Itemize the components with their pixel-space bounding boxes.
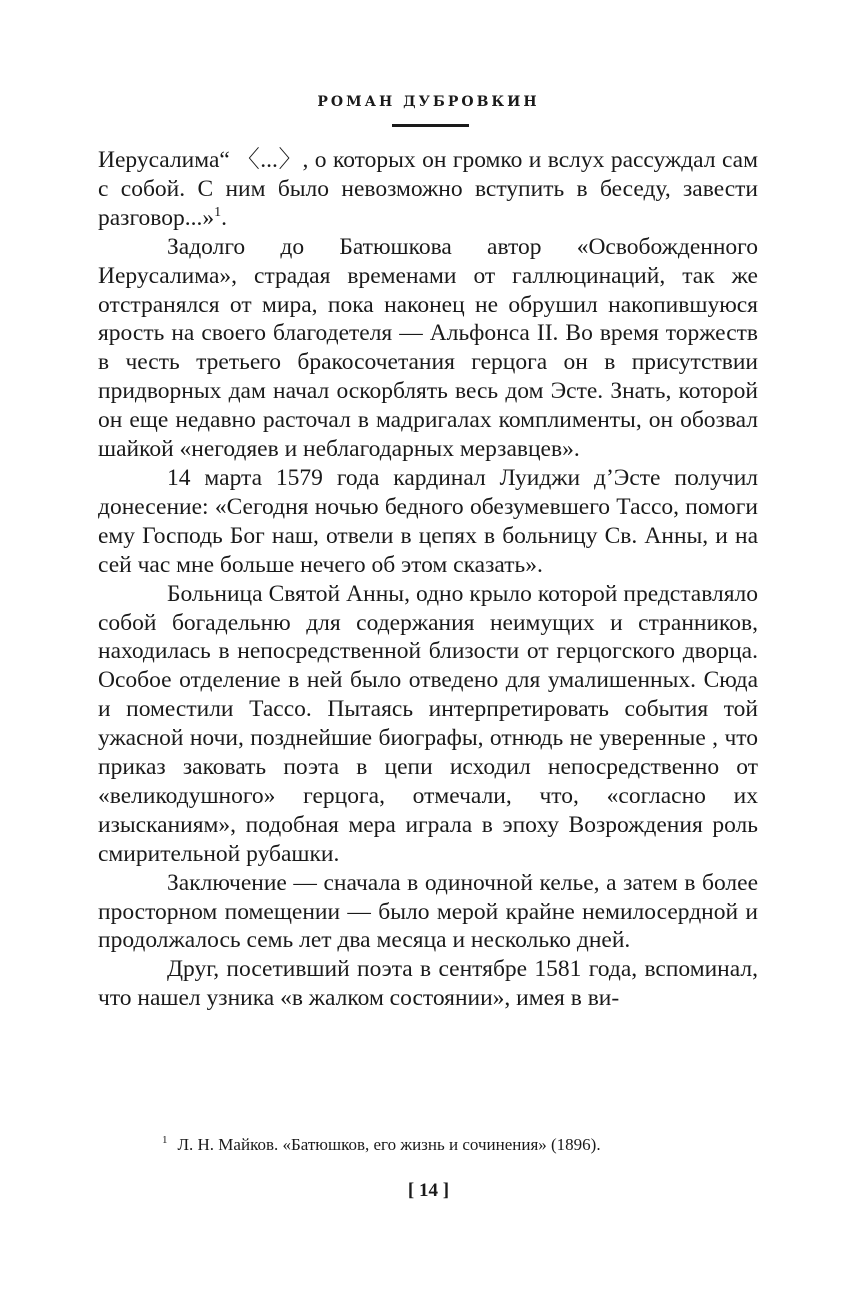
- page-number: [ 14 ]: [407, 1180, 450, 1201]
- paragraph-1-text: Иерусалима“ 〈...〉, о которых он громко и вслух рассуждал сам с собой. С ним было невозможно вступить в беседу, завести разговор...»: [98, 147, 758, 231]
- footnote-reference[interactable]: 1: [214, 204, 222, 220]
- paragraph-1: [98, 146, 758, 233]
- paragraph-6: Друг, посетивший поэта в сентябре 1581 года, вспоминал, что нашел узника «в жалком состоянии», имея в ви-: [98, 956, 758, 1012]
- footnote-number: 1: [162, 1134, 168, 1147]
- running-head: РОМАН ДУБРОВКИН: [317, 94, 540, 110]
- footnote-text: Л. Н. Майков. «Батюшков, его жизнь и сочинения» (1896).: [177, 1135, 601, 1154]
- paragraph-3: 14 марта 1579 года кардинал Луиджи д’Эсте получил донесение: «Сегодня ночью бедного обезумевшего Тассо, помоги ему Господь Бог наш, отвели в цепях в больницу Св. Анны, и на сей час мне больше нечего об этом сказать».: [98, 464, 758, 578]
- header-rule: [392, 124, 469, 127]
- paragraph-2: Задолго до Батюшкова автор «Освобожденного Иерусалима», страдая временами от галлюцинаций, так же отстранялся от мира, пока наконец не обрушил накопившуюся ярость на своего благодетеля — Альфонса II. Во время торжеств в честь третьего бракосочетания герцога он в присутствии придворных дам начал оскорблять весь дом Эсте. Знать, которой он еще недавно расточал в мадригалах комплименты, он обозвал шайкой «негодяев и неблагодарных мерзавцев».: [98, 233, 758, 463]
- footnote: [162, 1134, 782, 1156]
- paragraph-4: Больница Святой Анны, одно крыло которой представляло собой богадельню для содержания неимущих и странников, находилась в непосредственной близости от герцогского дворца. Особое отделение в ней было отведено для умалишенных. Сюда и поместили Тассо. Пытаясь интерпретировать события той ужасной ночи, позднейшие биографы, отнюдь не уверенные , что приказ заковать поэта в цепи исходил непосредственно от «великодушного» герцога, отмечали, что, «согласно их изысканиям», подобная мера играла в эпоху Возрождения роль смирительной рубашки.: [98, 580, 758, 867]
- paragraph-1-end: .: [221, 204, 227, 231]
- body-text: [98, 146, 758, 1013]
- paragraph-5: Заключение — сначала в одиночной келье, а затем в более просторном помещении — было мерой крайне немилосердной и продолжалось семь лет два месяца и несколько дней.: [98, 869, 758, 954]
